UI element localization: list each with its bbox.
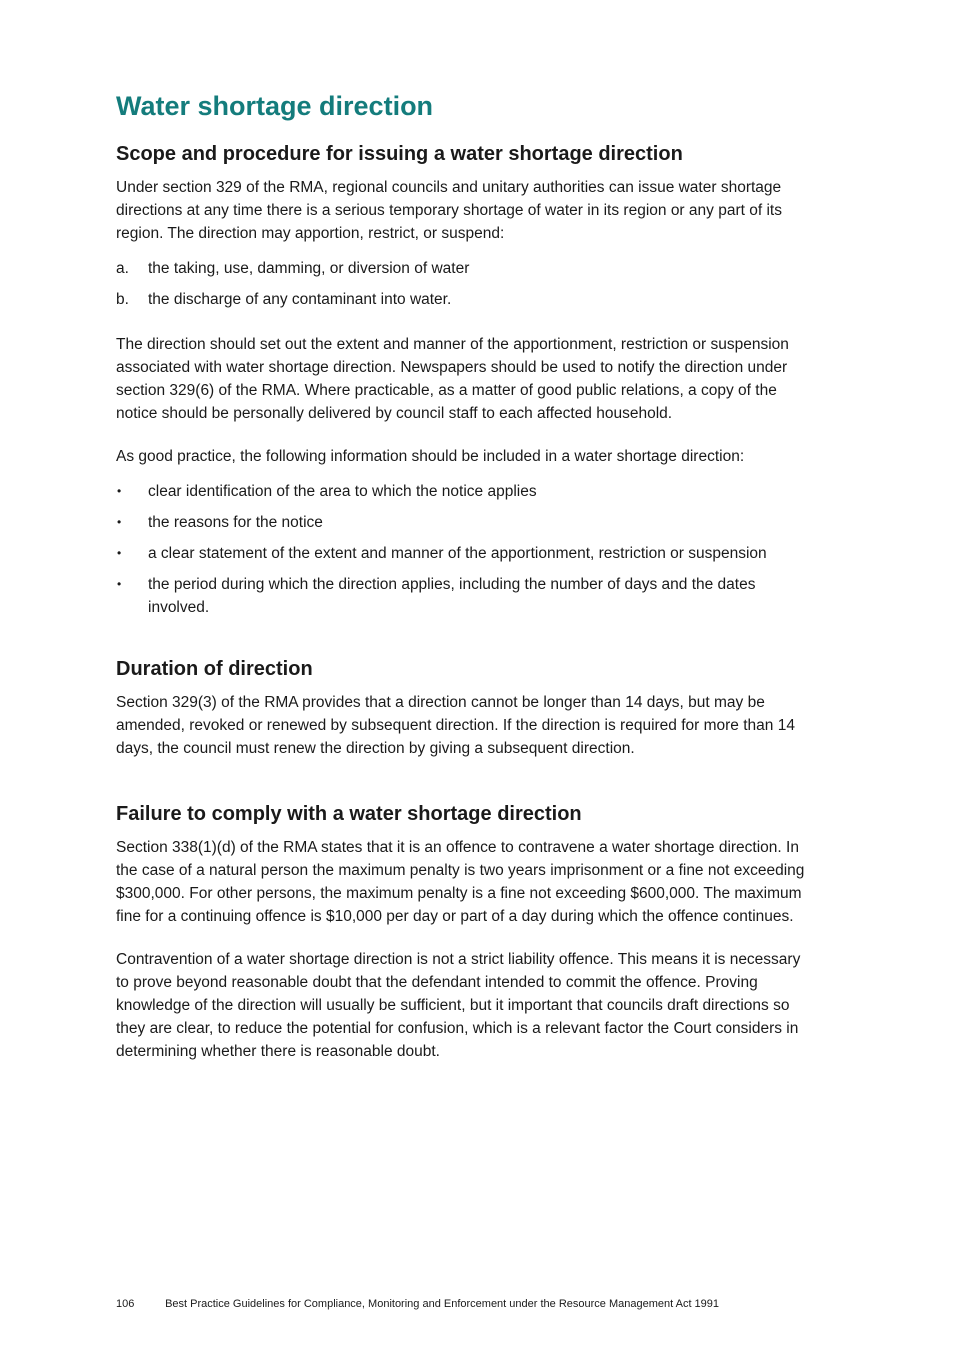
bullet-marker: •: [117, 577, 122, 592]
failure-paragraph-2: Contravention of a water shortage direction is not a strict liability offence. This means it is necessary to prove beyond reasonable doubt that the defendant intended to commit the offence. Proving knowledge of the direction will usually be sufficient, but it important that councils draft directions so they are clear, to reduce the potential for confusion, which is a relevant factor the Court considers in determining whether there is reasonable doubt.: [116, 951, 801, 1061]
lettered-list: [116, 257, 816, 311]
footer-title: Best Practice Guidelines for Compliance, Monitoring and Enforcement under the Resource Management Act 1991: [165, 1298, 720, 1310]
list-item-text: clear identification of the area to which the notice applies: [148, 483, 537, 501]
scope-intro-paragraph: Under section 329 of the RMA, regional councils and unitary authorities can issue water shortage directions at any time there is a serious temporary shortage of water in its region or any part of its region. The direction may apportion, restrict, or suspend:: [116, 179, 782, 243]
list-marker: a.: [116, 260, 129, 278]
page-footer: [116, 1298, 719, 1310]
list-item: [116, 542, 816, 565]
bullet-marker: •: [117, 546, 122, 561]
bullet-marker: •: [117, 484, 122, 499]
bullet-marker: •: [117, 515, 122, 530]
duration-paragraph: Section 329(3) of the RMA provides that a direction cannot be longer than 14 days, but may be amended, revoked or renewed by subsequent direction. If the direction is required for more than 14 days, the council must renew the direction by giving a subsequent direction.: [116, 694, 795, 758]
list-item-text: the taking, use, damming, or diversion of water: [148, 260, 470, 278]
list-item: [116, 288, 816, 311]
list-item: [116, 480, 816, 503]
scope-paragraph-2: The direction should set out the extent and manner of the apportionment, restriction or suspension associated with water shortage direction. Newspapers should be used to notify the direction under section 329(6) of the RMA. Where practicable, as a matter of good public relations, a copy of the notice should be personally delivered by council staff to each affected household.: [116, 336, 789, 423]
section-heading-scope: Scope and procedure for issuing a water shortage direction: [116, 143, 683, 166]
list-item: [116, 257, 816, 280]
list-marker: b.: [116, 291, 129, 309]
list-item-text: the reasons for the notice: [148, 514, 323, 532]
section-heading-failure: Failure to comply with a water shortage direction: [116, 803, 582, 826]
list-item-text: the period during which the direction applies, including the number of days and the dates involved.: [148, 576, 756, 617]
list-item-text: a clear statement of the extent and manner of the apportionment, restriction or suspension: [148, 545, 767, 563]
page-title: Water shortage direction: [116, 91, 434, 121]
list-item: [116, 511, 816, 534]
list-item: [116, 573, 816, 619]
scope-paragraph-3: As good practice, the following information should be included in a water shortage direction:: [116, 448, 745, 466]
section-heading-duration: Duration of direction: [116, 658, 313, 681]
document-page: [116, 90, 816, 1075]
list-item-text: the discharge of any contaminant into water.: [148, 291, 452, 309]
failure-paragraph-1: Section 338(1)(d) of the RMA states that it is an offence to contravene a water shortage direction. In the case of a natural person the maximum penalty is two years imprisonment or a fine not exceeding $300,000. For other persons, the maximum penalty is a fine not exceeding $600,000. The maximum fine for a continuing offence is $10,000 per day or part of a day during which the offence continues.: [116, 839, 805, 926]
bullet-list: [116, 480, 816, 619]
page-number: 106: [116, 1298, 135, 1310]
